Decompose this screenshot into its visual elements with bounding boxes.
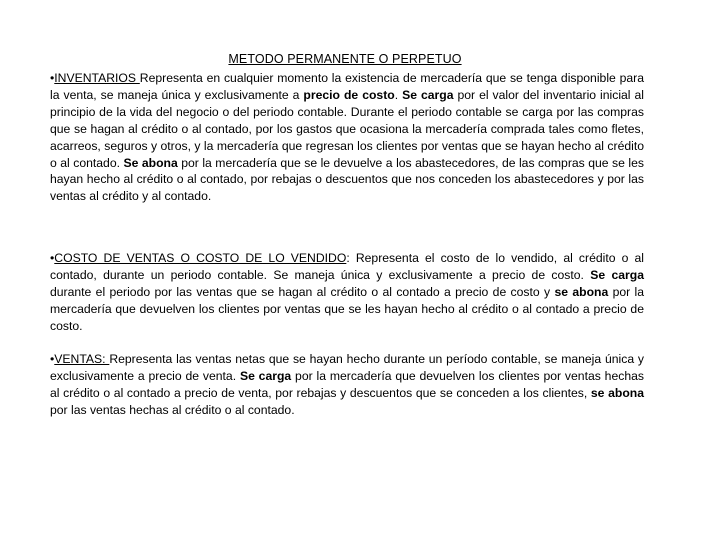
paragraph-ventas [50, 351, 644, 419]
paragraph-text: Representa en cualquier momento la existencia de mercadería que se tenga disponible para la venta, se maneja única y exclusivamente a [50, 71, 644, 102]
paragraph-text: por las ventas hechas al crédito o al contado. [50, 402, 295, 417]
bullet: • [50, 352, 55, 366]
term-costo-de-ventas: COSTO DE VENTAS O COSTO DE LO VENDIDO [54, 251, 347, 265]
paragraph-text: Representa las ventas netas que se hayan hecho durante un período contable, se maneja única y exclusivamente a precio de venta. [50, 352, 644, 383]
paragraph-text: por el valor del inventario inicial al principio de la vida del negocio o del periodo contable. Durante el periodo contable se carga por las compras que se hagan al crédito o al contado, por los gastos que ocasiona la mercadería comprada tales como fletes, acarreos, seguros y otros, y la mercadería que regresan los clientes por ventas que se hayan hecho al crédito o al contado. [50, 87, 644, 170]
term-colon: : [346, 251, 350, 265]
bullet: • [50, 251, 55, 265]
term-ventas: VENTAS: [54, 352, 110, 366]
paragraph-text: por la mercadería que devuelven los clientes por ventas hechas al crédito o al contado a precio de venta, por rebajas y descuentos que se conceden a los clientes, [50, 368, 644, 400]
paragraph-inventarios [50, 70, 644, 205]
bold-se-abona: se abona [554, 284, 609, 299]
bold-se-carga: Se carga [402, 87, 454, 102]
paragraph-text: por la mercadería que se le devuelve a los abastecedores, de las compras que se les hayan hecho al crédito o al contado, por rebajas o descuentos que nos conceden los abastecedores y por las ventas al crédito y al contado. [50, 155, 644, 204]
paragraph-text: Representa el costo de lo vendido, al crédito o al contado, durante un periodo contable. Se maneja única y exclusivamente a precio de costo. [50, 251, 645, 282]
bold-se-abona: Se abona [123, 155, 178, 170]
term-inventarios: INVENTARIOS [54, 71, 140, 85]
paragraph-text: durante el periodo por las ventas que se hagan al crédito o al contado a precio de costo y [50, 284, 555, 299]
paragraph-text: por la mercadería que devuelven los clientes por ventas que se les hayan hecho al crédito o al contado a precio de costo. [50, 284, 644, 333]
bold-se-carga: Se carga [239, 368, 292, 383]
bullet: • [50, 71, 55, 85]
paragraph-text: . [394, 87, 403, 102]
bold-se-carga: Se carga [590, 267, 644, 282]
bold-precio-de-costo: precio de costo [303, 87, 395, 102]
page-title: METODO PERMANENTE O PERPETUO [228, 52, 462, 66]
bold-se-abona: se abona [590, 385, 644, 400]
paragraph-costo-de-ventas [50, 250, 644, 335]
